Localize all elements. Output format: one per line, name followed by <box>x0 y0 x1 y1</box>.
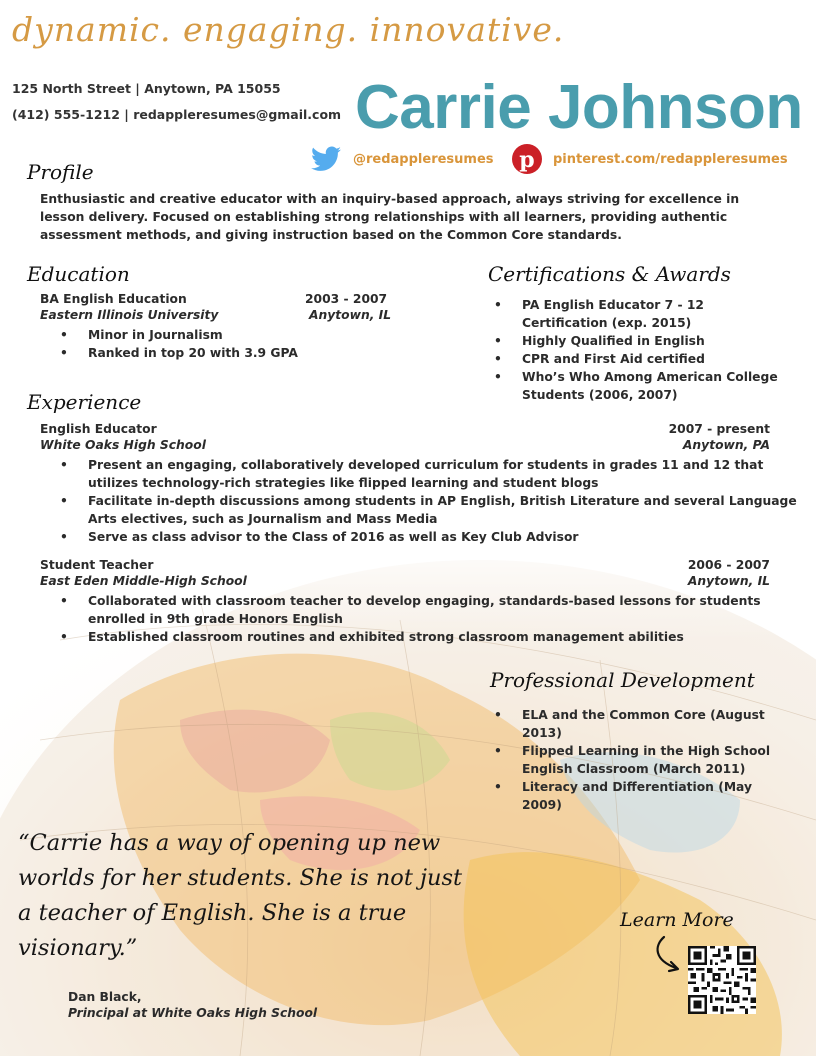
quote-author-title: Principal at White Oaks High School <box>68 1006 318 1020</box>
job-dates: 2007 - present <box>668 422 770 436</box>
job-title: English Educator <box>40 422 157 436</box>
professional-development-list <box>488 706 778 814</box>
list-item: • Ranked in top 20 with 3.9 GPA <box>40 344 340 362</box>
qr-code-icon[interactable] <box>688 946 756 1014</box>
twitter-bird-icon <box>311 146 341 172</box>
education-heading: Education <box>27 262 130 286</box>
learn-more-label: Learn More <box>620 909 734 931</box>
list-item: • ELA and the Common Core (August 2013) <box>488 706 778 742</box>
twitter-handle[interactable]: @redappleresumes <box>353 152 494 167</box>
svg-text:p: p <box>519 147 535 173</box>
list-item: • Facilitate in-depth discussions among students in AP English, British Literature and several Language Arts electives, such as Journalism and Mass Media <box>40 492 802 528</box>
list-item: • Collaborated with classroom teacher to develop engaging, standards-based lessons for students enrolled in 9th grade Honors English <box>40 592 792 628</box>
job-bullets <box>40 456 802 546</box>
list-item: • Present an engaging, collaboratively developed curriculum for students in grades 11 and 12 that utilizes technology-rich strategies like flipped learning and student blogs <box>40 456 802 492</box>
education-degree: BA English Education <box>40 292 187 306</box>
job-org: White Oaks High School <box>40 438 206 452</box>
candidate-name: Carrie Johnson <box>355 73 803 142</box>
certifications-list <box>488 296 778 404</box>
job-location: Anytown, PA <box>682 438 770 452</box>
experience-heading: Experience <box>27 390 142 414</box>
education-location: Anytown, IL <box>309 308 392 322</box>
list-item: • CPR and First Aid certified <box>488 350 778 368</box>
list-item: • PA English Educator 7 - 12 Certification (exp. 2015) <box>488 296 778 332</box>
profile-text: Enthusiastic and creative educator with an inquiry-based approach, always striving for excellence in lesson delivery. Focused on establishing strong relationships with all learners, providing authentic assessment methods, and giving instruction based on the Common Core standards. <box>40 192 740 242</box>
tagline: dynamic. engaging. innovative. <box>12 10 565 49</box>
list-item: • Minor in Journalism <box>40 326 340 344</box>
quote-author: Dan Black, <box>68 990 142 1004</box>
list-item: • Flipped Learning in the High School English Classroom (March 2011) <box>488 742 778 778</box>
testimonial-quote: “Carrie has a way of opening up new worlds for her students. She is not just a teacher of English. She is a true visionary.” <box>18 830 463 961</box>
education-bullets <box>40 326 340 362</box>
job-bullets <box>40 592 792 646</box>
list-item: • Serve as class advisor to the Class of 2016 as well as Key Club Advisor <box>40 528 802 546</box>
education-dates: 2003 - 2007 <box>305 292 388 306</box>
professional-development-heading: Professional Development <box>490 668 755 692</box>
list-item: • Literacy and Differentiation (May 2009) <box>488 778 778 814</box>
profile-heading: Profile <box>27 160 94 184</box>
contact-phone-email-line: (412) 555-1212 | redappleresumes@gmail.com <box>12 107 342 122</box>
list-item: • Established classroom routines and exhibited strong classroom management abilities <box>40 628 792 646</box>
certifications-heading: Certifications & Awards <box>488 262 731 286</box>
job-dates: 2006 - 2007 <box>687 558 770 572</box>
education-school: Eastern Illinois University <box>40 308 219 322</box>
curved-arrow-icon <box>652 934 684 974</box>
job-title: Student Teacher <box>40 558 154 572</box>
job-location: Anytown, IL <box>687 574 770 588</box>
job-org: East Eden Middle-High School <box>40 574 247 588</box>
pinterest-p-icon <box>512 144 542 174</box>
list-item: • Highly Qualified in English <box>488 332 778 350</box>
list-item: • Who’s Who Among American College Students (2006, 2007) <box>488 368 778 404</box>
contact-address-line: 125 North Street | Anytown, PA 15055 <box>12 81 281 96</box>
pinterest-link[interactable]: pinterest.com/redappleresumes <box>553 152 788 167</box>
